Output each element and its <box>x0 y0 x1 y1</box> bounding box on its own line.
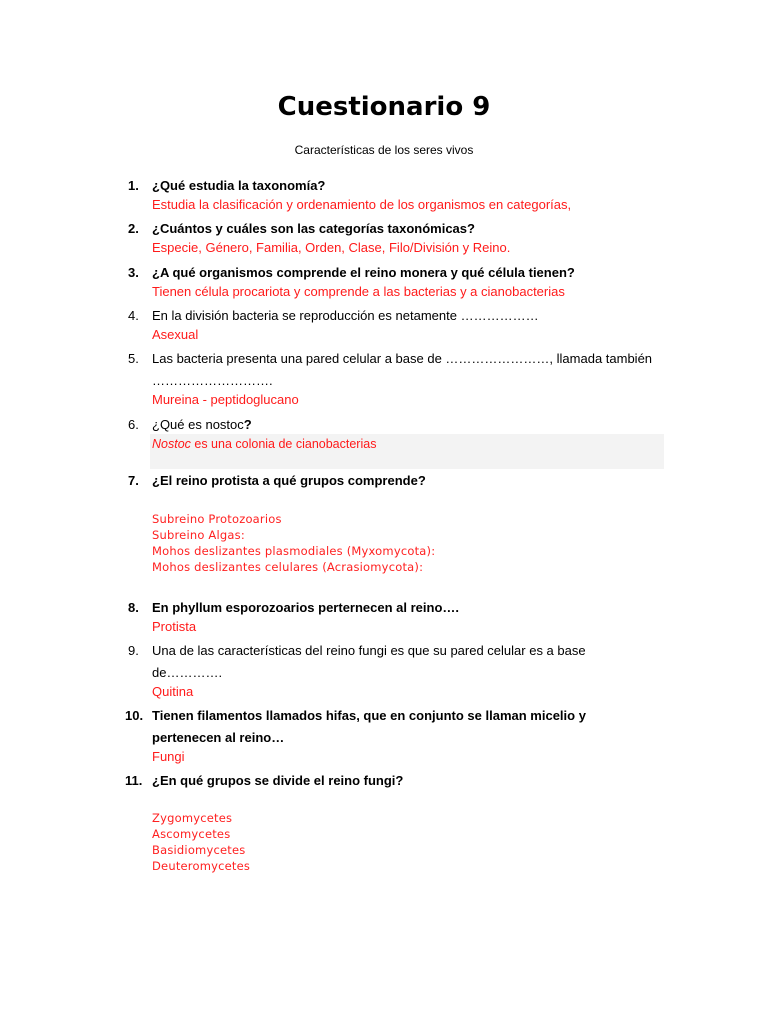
list-item: Subreino Protozoarios <box>152 512 282 526</box>
question-11 <box>125 770 658 792</box>
question-number: 9. <box>128 643 139 658</box>
question-text <box>152 414 658 436</box>
list-item: Ascomycetes <box>152 827 231 841</box>
question-9 <box>128 640 658 683</box>
answer-5: Mureina - peptidoglucano <box>152 392 299 407</box>
answer-10: Fungi <box>152 749 185 764</box>
list-item: Subreino Algas: <box>152 528 245 542</box>
question-text: ¿En qué grupos se divide el reino fungi? <box>152 773 404 788</box>
answer-4: Asexual <box>152 327 199 342</box>
question-text-line-1: Una de las características del reino fungi es que su pared celular es a base <box>152 643 586 658</box>
question-number: 6. <box>128 417 139 432</box>
question-10 <box>125 705 658 748</box>
list-item: Zygomycetes <box>152 811 233 825</box>
question-text-line-1: Las bacteria presenta una pared celular a base de ……………………, llamada también <box>152 351 653 366</box>
question-8 <box>128 597 658 619</box>
question-1 <box>128 175 658 197</box>
question-text-main: ¿Qué es nostoc <box>152 417 244 432</box>
question-number: 5. <box>128 351 139 366</box>
question-mark: ? <box>243 417 252 432</box>
answer-8: Protista <box>152 619 197 634</box>
question-6 <box>128 414 658 436</box>
question-text: ¿A qué organismos comprende el reino monera y qué célula tienen? <box>152 265 575 280</box>
question-text: ¿Qué estudia la taxonomía? <box>152 178 326 193</box>
question-number: 8. <box>128 600 139 615</box>
question-number: 10. <box>125 708 144 723</box>
list-item: Deuteromycetes <box>152 859 251 873</box>
answer-7-list <box>152 511 435 575</box>
question-number: 3. <box>128 265 139 280</box>
answer-rest: es una colonia de cianobacterias <box>190 437 377 451</box>
answer-italic: Nostoc <box>152 437 191 451</box>
answer-1: Estudia la clasificación y ordenamiento de los organismos en categorías, <box>152 197 572 212</box>
list-item: Mohos deslizantes celulares (Acrasiomycota): <box>152 560 424 574</box>
list-item: Basidiomycetes <box>152 843 246 857</box>
answer-6 <box>152 437 376 451</box>
question-3 <box>128 262 658 284</box>
question-4 <box>128 305 658 327</box>
answer-3: Tienen célula procariota y comprende a las bacterias y a cianobacterias <box>152 284 565 299</box>
question-2 <box>128 218 658 240</box>
page-title: Cuestionario 9 <box>277 92 491 122</box>
list-item: Mohos deslizantes plasmodiales (Myxomycota): <box>152 544 436 558</box>
answer-2: Especie, Género, Familia, Orden, Clase, Filo/División y Reino. <box>152 240 511 255</box>
question-text-line-1: Tienen filamentos llamados hifas, que en conjunto se llaman micelio y <box>152 708 586 723</box>
question-text-line-2: de…………. <box>152 664 223 680</box>
question-number: 1. <box>128 178 139 193</box>
question-number: 7. <box>128 473 139 488</box>
page-subtitle: Características de los seres vivos <box>294 143 474 157</box>
question-text: En phyllum esporozoarios perternecen al reino…. <box>152 600 460 615</box>
question-number: 11. <box>125 773 143 788</box>
question-text: ¿Cuántos y cuáles son las categorías taxonómicas? <box>152 221 475 236</box>
question-number: 4. <box>128 308 139 323</box>
question-text: En la división bacteria se reproducción es netamente ……………… <box>152 308 539 323</box>
question-text-line-2: ………………………. <box>152 372 273 388</box>
question-text: ¿El reino protista a qué grupos comprende? <box>152 473 426 488</box>
question-7 <box>128 470 658 492</box>
answer-9: Quitina <box>152 684 194 699</box>
question-5 <box>128 348 658 391</box>
question-text-line-2: pertenecen al reino… <box>152 729 285 745</box>
question-number: 2. <box>128 221 139 236</box>
answer-11-list <box>152 810 250 874</box>
